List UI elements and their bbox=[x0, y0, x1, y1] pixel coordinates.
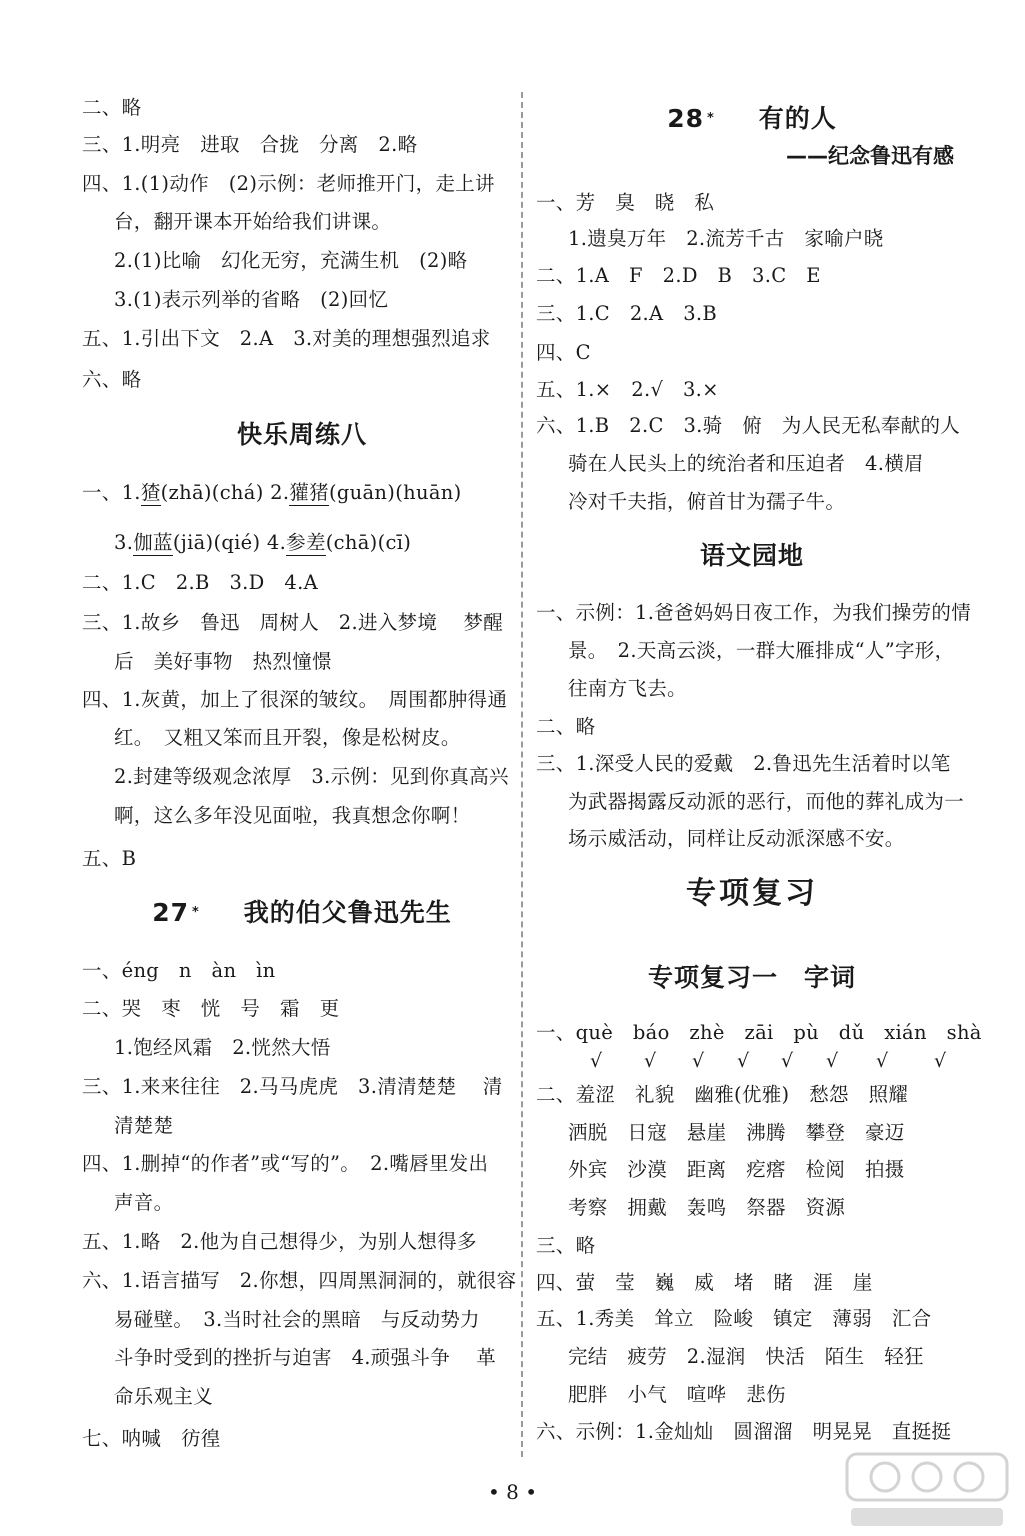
lesson-28-heading bbox=[536, 103, 968, 135]
answer-line: 后 美好事物 热烈憧憬 bbox=[114, 650, 332, 673]
answer-line: 四、萤 莹 巍 威 堵 睹 涯 崖 bbox=[536, 1271, 873, 1294]
star-mark: * bbox=[706, 111, 715, 126]
underlined-word: 猹 bbox=[140, 481, 161, 504]
answer-line: 景。 2.天高云淡，一群大雁排成“人”字形， bbox=[568, 639, 955, 662]
answer-line: 声音。 bbox=[114, 1191, 174, 1214]
answer-line: 七、呐喊 彷徨 bbox=[82, 1427, 221, 1450]
answer-line: 六、1.B 2.C 3.骑 俯 为人民无私奉献的人 bbox=[536, 414, 961, 437]
pinyin-line: 一、què báo zhè zāi pù dǔ xián shà bbox=[536, 1021, 982, 1044]
answer-line: 二、1.C 2.B 3.D 4.A bbox=[82, 571, 318, 594]
pinyin: (guān)(huān) bbox=[328, 481, 462, 504]
item-number: 2. bbox=[263, 481, 290, 504]
item-number: 4. bbox=[260, 531, 287, 554]
underlined-word: 参差 bbox=[286, 531, 326, 554]
answer-line: 三、1.深受人民的爱戴 2.鲁迅先生活着时以笔 bbox=[536, 752, 951, 775]
answer-line: 外宾 沙漠 距离 疙瘩 检阅 拍摄 bbox=[568, 1158, 905, 1181]
answer-line: 六、示例：1.金灿灿 圆溜溜 明晃晃 直挺挺 bbox=[536, 1420, 952, 1443]
answer-line: 二、羞涩 礼貌 幽雅(优雅) 愁怨 照耀 bbox=[536, 1083, 909, 1106]
answer-line: 一、示例：1.爸爸妈妈日夜工作，为我们操劳的情 bbox=[536, 601, 972, 624]
section-heading-week8: 快乐周练八 bbox=[236, 420, 367, 449]
answer-line: 台，翻开课本开始给我们讲课。 bbox=[114, 210, 392, 233]
answer-line: 五、1.× 2.√ 3.× bbox=[536, 378, 719, 401]
answer-line: 五、1.略 2.他为自己想得少，为别人想得多 bbox=[82, 1230, 477, 1253]
answer-line: 红。 又粗又笨而且开裂，像是松树皮。 bbox=[114, 726, 461, 749]
answer-line: 五、B bbox=[82, 847, 137, 870]
answer-line: 五、1.引出下文 2.A 3.对美的理想强烈追求 bbox=[82, 327, 491, 350]
answer-line: 四、C bbox=[536, 341, 591, 364]
answer-line: 考察 拥戴 轰鸣 祭器 资源 bbox=[568, 1196, 846, 1219]
answer-line: 2.封建等级观念浓厚 3.示例：见到你真高兴 bbox=[114, 765, 509, 788]
answer-line: 啊，这么多年没见面啦，我真想念你啊！ bbox=[114, 804, 471, 827]
lesson-number-digits: 28 bbox=[667, 104, 704, 133]
answer-line: 二、哭 枣 恍 号 霜 更 bbox=[82, 997, 340, 1020]
section-heading-review-1: 专项复习一 字词 bbox=[647, 963, 856, 992]
lesson-subtitle: ——纪念鲁迅有感 bbox=[786, 144, 954, 168]
section-heading-review: 专项复习 bbox=[686, 876, 818, 911]
underlined-word: 伽蓝 bbox=[133, 531, 173, 554]
tick-mark: √ bbox=[737, 1050, 750, 1072]
pinyin: (chā)(cī) bbox=[325, 531, 412, 554]
lesson-number bbox=[152, 898, 200, 927]
answer-line: 场示威活动，同样让反动派深感不安。 bbox=[568, 827, 905, 850]
answer-line: 1.遗臭万年 2.流芳千古 家喻户晓 bbox=[568, 227, 884, 250]
answer-line-pinyin-2 bbox=[114, 530, 411, 556]
lesson-number-digits: 27 bbox=[152, 898, 189, 927]
pinyin: (zhā)(chá) bbox=[160, 481, 264, 504]
answer-line: 完结 疲劳 2.湿润 快活 陌生 轻狂 bbox=[568, 1345, 924, 1368]
item-number: 3. bbox=[114, 531, 134, 554]
answer-line: 三、1.C 2.A 3.B bbox=[536, 302, 718, 325]
answer-line: 三、略 bbox=[536, 1234, 596, 1257]
pinyin: (jiā)(qié) bbox=[172, 531, 261, 554]
tick-mark: √ bbox=[590, 1050, 603, 1072]
answer-line: 二、略 bbox=[536, 715, 596, 738]
lesson-number bbox=[667, 104, 715, 133]
answer-line: 四、1.灰黄，加上了很深的皱纹。 周围都肿得通 bbox=[82, 688, 508, 711]
lesson-27-heading bbox=[82, 897, 522, 929]
answer-line: 一、éng n àn ìn bbox=[82, 959, 276, 982]
tick-mark: √ bbox=[692, 1050, 705, 1072]
answer-line: 易碰壁。 3.当时社会的黑暗 与反动势力 bbox=[114, 1308, 480, 1331]
lesson-title: 我的伯父鲁迅先生 bbox=[243, 898, 452, 927]
answer-line: 六、略 bbox=[82, 368, 142, 391]
answer-line: 一、芳 臭 晓 私 bbox=[536, 191, 715, 214]
underlined-word: 獾猪 bbox=[289, 481, 329, 504]
tick-mark: √ bbox=[644, 1050, 657, 1072]
answer-line: 往南方飞去。 bbox=[568, 677, 687, 700]
lesson-title: 有的人 bbox=[758, 104, 837, 133]
tick-mark: √ bbox=[781, 1050, 794, 1072]
watermark-logo bbox=[837, 1448, 1017, 1532]
answer-line: 三、1.来来往往 2.马马虎虎 3.清清楚楚 清 bbox=[82, 1075, 503, 1098]
answer-line: 洒脱 日寇 悬崖 沸腾 攀登 豪迈 bbox=[568, 1121, 905, 1144]
answer-line-pinyin-1 bbox=[82, 480, 462, 506]
star-mark: * bbox=[191, 905, 200, 920]
answer-line: 1.饱经风霜 2.恍然大悟 bbox=[114, 1036, 331, 1059]
answer-line: 3.(1)表示列举的省略 (2)回忆 bbox=[114, 288, 389, 311]
answer-line: 冷对千夫指，俯首甘为孺子牛。 bbox=[568, 490, 846, 513]
tick-mark: √ bbox=[876, 1050, 889, 1072]
answer-line: 清楚楚 bbox=[114, 1114, 174, 1137]
answer-line: 六、1.语言描写 2.你想，四周黑洞洞的，就很容 bbox=[82, 1269, 517, 1292]
answer-line: 命乐观主义 bbox=[114, 1385, 214, 1408]
answer-line: 骑在人民头上的统治者和压迫者 4.横眉 bbox=[568, 452, 924, 475]
answer-line: 二、略 bbox=[82, 96, 142, 119]
answer-line: 三、1.明亮 进取 合拢 分离 2.略 bbox=[82, 133, 418, 156]
column-divider bbox=[521, 92, 523, 1457]
answer-line: 斗争时受到的挫折与迫害 4.顽强斗争 革 bbox=[114, 1346, 497, 1369]
answer-line: 四、1.删掉“的作者”或“写的”。 2.嘴唇里发出 bbox=[82, 1152, 489, 1175]
tick-mark: √ bbox=[826, 1050, 839, 1072]
answer-line: 三、1.故乡 鲁迅 周树人 2.进入梦境 梦醒 bbox=[82, 611, 504, 634]
answer-line: 肥胖 小气 喧哗 悲伤 bbox=[568, 1383, 786, 1406]
answer-line: 二、1.A F 2.D B 3.C E bbox=[536, 264, 821, 287]
section-heading-garden: 语文园地 bbox=[699, 541, 804, 570]
item-number: 一、1. bbox=[82, 481, 141, 504]
tick-mark: √ bbox=[934, 1050, 947, 1072]
answer-line: 2.(1)比喻 幻化无穷，充满生机 (2)略 bbox=[114, 249, 468, 272]
answer-line: 五、1.秀美 耸立 险峻 镇定 薄弱 汇合 bbox=[536, 1307, 932, 1330]
answer-line: 四、1.(1)动作 (2)示例：老师推开门，走上讲 bbox=[82, 172, 495, 195]
answer-line: 为武器揭露反动派的恶行，而他的葬礼成为一 bbox=[568, 790, 965, 813]
page-number: • 8 • bbox=[487, 1480, 538, 1504]
